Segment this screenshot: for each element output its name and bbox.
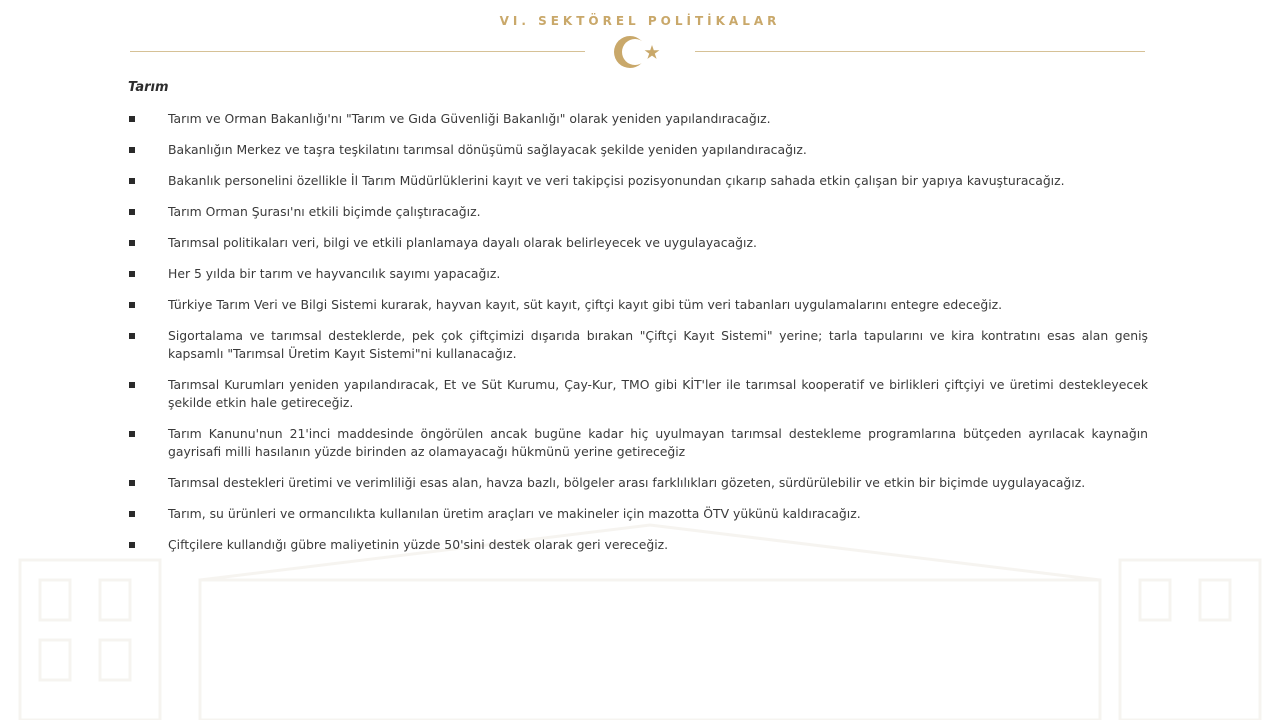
policy-list — [128, 110, 1148, 567]
list-item-text: Tarım Orman Şurası'nı etkili biçimde çalıştıracağız. — [168, 204, 481, 219]
bullet-icon — [129, 382, 135, 388]
list-item-text: Tarım ve Orman Bakanlığı'nı "Tarım ve Gıda Güvenliği Bakanlığı" olarak yeniden yapılandıracağız. — [168, 111, 771, 126]
bullet-icon — [129, 178, 135, 184]
list-item — [128, 327, 1148, 363]
list-item-text: Türkiye Tarım Veri ve Bilgi Sistemi kurarak, hayvan kayıt, süt kayıt, çiftçi kayıt gibi tüm veri tabanları uygulamalarını entegre edeceğiz. — [168, 297, 1003, 312]
list-item-text: Tarımsal Kurumları yeniden yapılandıracak, Et ve Süt Kurumu, Çay-Kur, TMO gibi KİT'ler ile tarımsal kooperatif ve birlikleri çiftçiyi ve üretimi destekleyecek şekilde etkin hale getireceğiz. — [168, 377, 1148, 410]
list-item — [128, 172, 1148, 190]
bullet-icon — [129, 302, 135, 308]
list-item-text: Tarımsal politikaları veri, bilgi ve etkili planlamaya dayalı olarak belirleyecek ve uygulayacağız. — [168, 235, 757, 250]
header-rule-left — [130, 51, 585, 52]
list-item — [128, 536, 1148, 554]
page-header — [0, 0, 1280, 80]
bullet-icon — [129, 116, 135, 122]
list-item-text: Bakanlığın Merkez ve taşra teşkilatını tarımsal dönüşümü sağlayacak şekilde yeniden yapılandıracağız. — [168, 142, 807, 157]
bullet-icon — [129, 431, 135, 437]
list-item-text: Her 5 yılda bir tarım ve hayvancılık sayımı yapacağız. — [168, 266, 501, 281]
bullet-icon — [129, 480, 135, 486]
bullet-icon — [129, 147, 135, 153]
section-title: Tarım — [128, 80, 169, 95]
list-item — [128, 296, 1148, 314]
list-item — [128, 110, 1148, 128]
list-item — [128, 505, 1148, 523]
list-item-text: Bakanlık personelini özellikle İl Tarım Müdürlüklerini kayıt ve veri takipçisi pozisyonundan çıkarıp sahada etkin çalışan bir yapıya kavuşturacağız. — [168, 173, 1065, 188]
bullet-icon — [129, 271, 135, 277]
bullet-icon — [129, 511, 135, 517]
list-item-text: Tarım Kanunu'nun 21'inci maddesinde öngörülen ancak bugüne kadar hiç uyulmayan tarımsal destekleme programlarına bütçeden ayrılacak kaynağın gayrisafi milli hasılanın yüzde birinden az olamayacağı hükmünü yerine getireceğiz — [168, 426, 1148, 459]
list-item — [128, 474, 1148, 492]
chapter-title: VI. SEKTÖREL POLİTİKALAR — [499, 14, 781, 28]
bullet-icon — [129, 240, 135, 246]
list-item — [128, 265, 1148, 283]
list-item — [128, 376, 1148, 412]
bullet-icon — [129, 333, 135, 339]
list-item — [128, 141, 1148, 159]
list-item — [128, 234, 1148, 252]
header-rule-right — [695, 51, 1145, 52]
list-item-text: Tarım, su ürünleri ve ormancılıkta kullanılan üretim araçları ve makineler için mazotta ÖTV yükünü kaldıracağız. — [168, 506, 861, 521]
list-item — [128, 425, 1148, 461]
list-item-text: Çiftçilere kullandığı gübre maliyetinin yüzde 50'sini destek olarak geri vereceğiz. — [168, 537, 669, 552]
list-item — [128, 203, 1148, 221]
list-item-text: Sigortalama ve tarımsal desteklerde, pek çok çiftçimizi dışarıda bırakan "Çiftçi Kayıt Sistemi" yerine; tarla tapularını ve kira kontratını esas alan geniş kapsamlı "Tarımsal Üretim Kayıt Sistemi"ni kullanacağız. — [168, 328, 1148, 361]
list-item-text: Tarımsal destekleri üretimi ve verimliliği esas alan, havza bazlı, bölgeler arası farklılıkları gözeten, sürdürülebilir ve etkin bir biçimde uygulayacağız. — [168, 475, 1086, 490]
bullet-icon — [129, 209, 135, 215]
crescent-star-icon — [600, 32, 680, 72]
bullet-icon — [129, 542, 135, 548]
